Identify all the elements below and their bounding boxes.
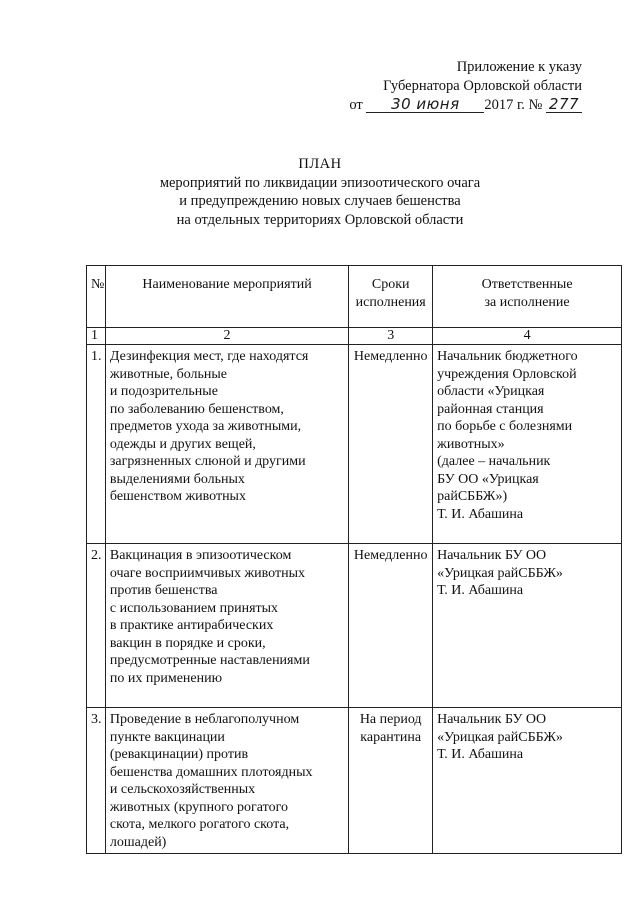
- annex-block: [322, 58, 582, 115]
- annex-from-label: от: [349, 97, 363, 113]
- plan-subtitle-line-1: мероприятий по ликвидации эпизоотического очага: [159, 174, 481, 191]
- table-row: [87, 345, 622, 544]
- column-number: 1: [87, 328, 106, 345]
- table-header-row: [87, 266, 622, 328]
- column-number: 4: [433, 328, 622, 345]
- table-row: [87, 708, 622, 854]
- annex-title: Приложение к указу: [456, 59, 582, 75]
- plan-subtitle-line-3: на отдельных территориях Орловской области: [176, 211, 464, 228]
- row-number: 3.: [87, 708, 106, 854]
- column-number: 3: [349, 328, 433, 345]
- measure-name: Вакцинация в эпизоотическом очаге восприимчивых животных против бешенства с использованием принятых в практике антирабических вакцин в порядке и сроки, предусмотренные наставлениями по их применению: [105, 544, 348, 708]
- annex-issuer: Губернатора Орловской области: [383, 78, 582, 94]
- deadline: Немедленно: [349, 544, 433, 708]
- deadline: На период карантина: [349, 708, 433, 854]
- table-row: [87, 544, 622, 708]
- header-number: №: [87, 266, 106, 328]
- header-responsible: Ответственные за исполнение: [433, 266, 622, 328]
- measure-name: Дезинфекция мест, где находятся животные, больные и подозрительные по заболеванию бешенством, предметов ухода за животными, одежды и других вещей, загрязненных слюной и другими выделениями больных бешенством животных: [105, 345, 348, 544]
- annex-year-suffix: 2017 г. №: [484, 97, 543, 113]
- plan-heading: [0, 155, 640, 229]
- header-deadline: Сроки исполнения: [349, 266, 433, 328]
- row-number: 1.: [87, 345, 106, 544]
- measure-name: Проведение в неблагополучном пункте вакцинации (ревакцинации) против бешенства домашних плотоядных и сельскохозяйственных животных (крупного рогатого скота, мелкого рогатого скота, лошадей): [105, 708, 348, 854]
- deadline: Немедленно: [349, 345, 433, 544]
- row-number: 2.: [87, 544, 106, 708]
- plan-title: ПЛАН: [298, 156, 342, 172]
- column-number: 2: [105, 328, 348, 345]
- annex-handwritten-number: 277: [546, 96, 582, 113]
- annex-handwritten-date: 30 июня: [366, 96, 484, 113]
- header-measure-name: Наименование мероприятий: [105, 266, 348, 328]
- responsible: Начальник БУ ОО «Урицкая райСББЖ» Т. И. Абашина: [433, 544, 622, 708]
- responsible: Начальник БУ ОО «Урицкая райСББЖ» Т. И. Абашина: [433, 708, 622, 854]
- plan-subtitle-line-2: и предупреждению новых случаев бешенства: [179, 193, 461, 209]
- column-numbering-row: [87, 328, 622, 345]
- responsible: Начальник бюджетного учреждения Орловской области «Урицкая районная станция по борьбе с болезнями животных» (далее – начальник БУ ОО «Урицкая райСББЖ») Т. И. Абашина: [433, 345, 622, 544]
- measures-table: [86, 265, 622, 854]
- annex-date-line: [322, 96, 582, 115]
